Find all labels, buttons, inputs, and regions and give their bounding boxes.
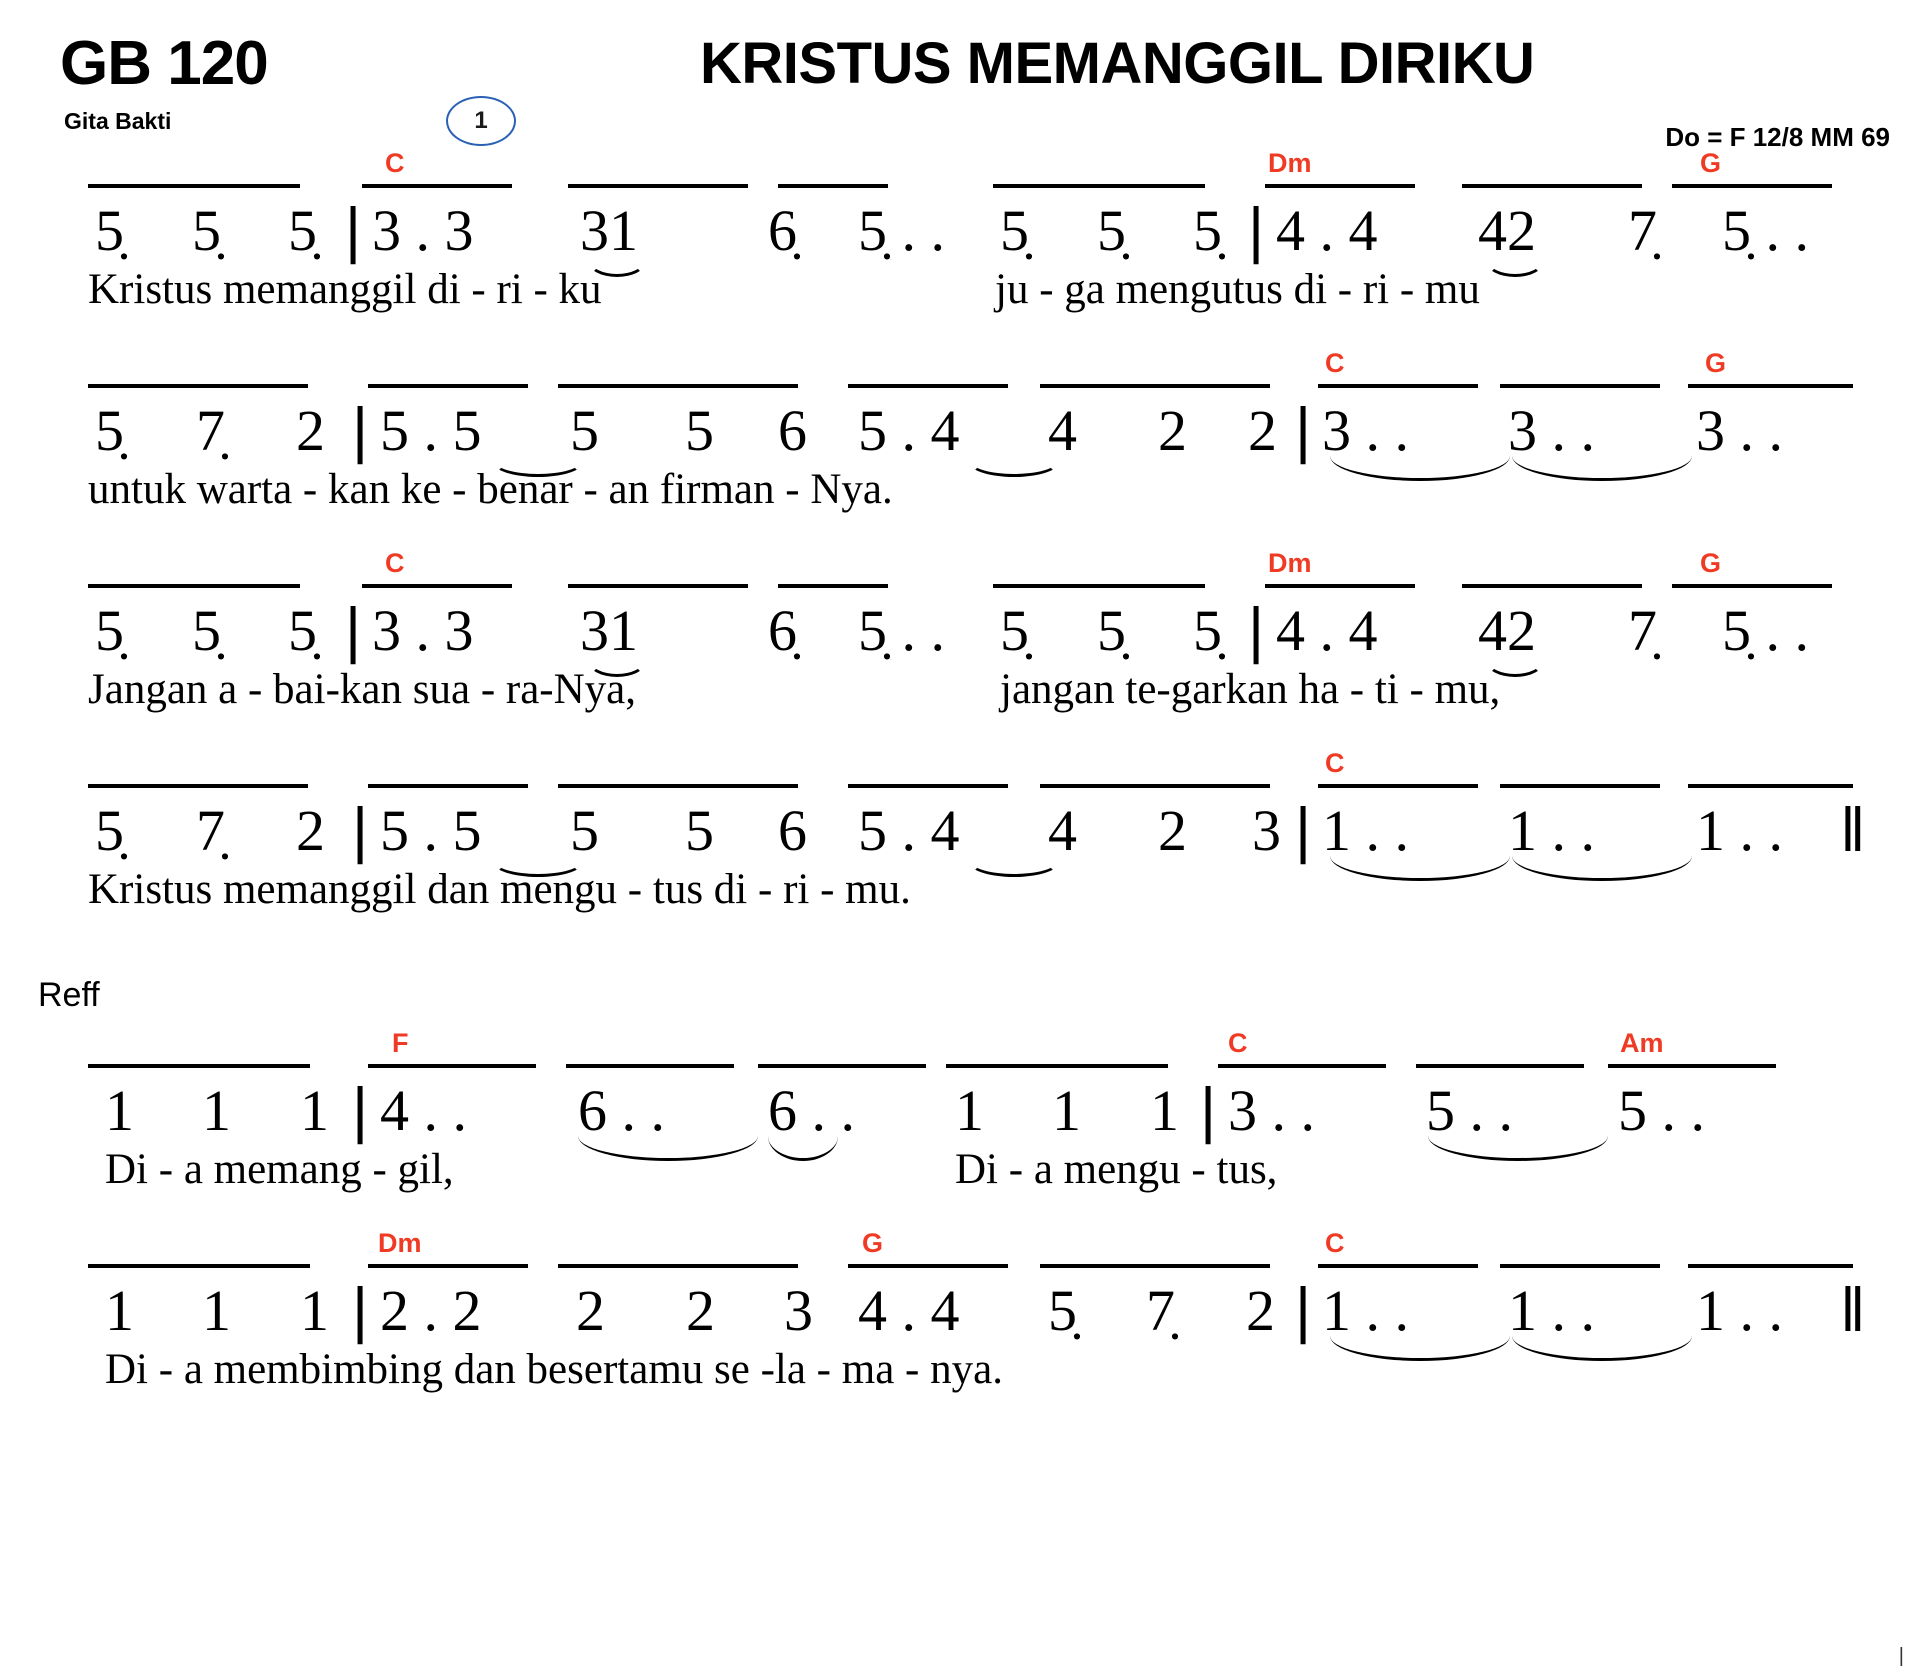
barline: |	[352, 396, 369, 465]
note: 6 . .	[768, 1078, 855, 1143]
note: 5̣ . .	[1722, 198, 1809, 263]
beam	[368, 784, 528, 788]
note: 42	[1478, 198, 1536, 263]
note: 1	[300, 1278, 329, 1343]
notes-row	[0, 148, 1920, 265]
barline: |	[345, 196, 362, 265]
beam	[1218, 1064, 1386, 1068]
beam	[1318, 784, 1478, 788]
barline: |	[1200, 1076, 1217, 1145]
note: 1	[202, 1278, 231, 1343]
note: 3 . .	[1228, 1078, 1315, 1143]
note: 5̣	[95, 198, 124, 263]
lyrics-row	[0, 1340, 1920, 1422]
beam	[1265, 184, 1415, 188]
beam	[88, 1064, 310, 1068]
beam	[88, 784, 308, 788]
beam	[1688, 384, 1853, 388]
note: 6 . .	[578, 1078, 665, 1143]
note: 7̣	[196, 798, 225, 863]
beam	[778, 584, 888, 588]
note: 2	[1248, 398, 1277, 463]
note: 7̣	[1146, 1278, 1175, 1343]
beam	[88, 184, 300, 188]
note: 7̣	[1628, 198, 1657, 263]
lyric-line: jangan te-garkan ha - ti - mu,	[1000, 666, 1501, 713]
note: 5	[685, 798, 714, 863]
note: 5 . 5	[380, 398, 482, 463]
barline: |	[1295, 1276, 1312, 1345]
song-meta: Do = F 12/8 MM 69	[1665, 122, 1890, 152]
barline: |	[352, 1276, 369, 1345]
note: 1 . .	[1322, 798, 1409, 863]
lyric-line: Di - a mengu - tus,	[955, 1146, 1278, 1193]
note: 5 . 5	[380, 798, 482, 863]
beam	[568, 184, 748, 188]
note: 5̣	[192, 598, 221, 663]
chord-symbol: G	[862, 1228, 884, 1258]
note: 5̣	[288, 598, 317, 663]
chord-symbol: Am	[1620, 1028, 1664, 1058]
chord-symbol: C	[385, 548, 405, 578]
chord-symbol: G	[1700, 548, 1722, 578]
lyrics-row	[0, 460, 1920, 542]
note: 5̣	[1000, 198, 1029, 263]
note: 2	[686, 1278, 715, 1343]
beam	[558, 784, 798, 788]
note: 1	[202, 1078, 231, 1143]
lyric-line: untuk warta - kan ke - benar - an firman - Nya.	[88, 466, 893, 513]
note: 4 . .	[380, 1078, 467, 1143]
notes-row	[0, 748, 1920, 865]
note: 4 . 4	[1276, 598, 1378, 663]
note: 1	[955, 1078, 984, 1143]
lyric-line: Kristus memanggil dan mengu - tus di - ri - mu.	[88, 866, 911, 913]
note: 5̣	[1000, 598, 1029, 663]
music-system-5	[0, 1030, 1920, 1230]
song-collection-label: Gita Bakti	[64, 108, 172, 134]
barline: |	[1248, 596, 1265, 665]
beam	[362, 584, 512, 588]
lyric-line: ju - ga mengutus di - ri - mu	[995, 266, 1480, 313]
note: 1 . .	[1696, 798, 1783, 863]
beam	[1500, 1264, 1660, 1268]
note: 5 . .	[1426, 1078, 1513, 1143]
beam	[1672, 184, 1832, 188]
note: 5 . 4	[858, 798, 960, 863]
note: 4	[1048, 798, 1077, 863]
note: 1	[300, 1078, 329, 1143]
beam	[1462, 184, 1642, 188]
beam	[368, 1064, 536, 1068]
barline: |	[352, 1076, 369, 1145]
note: 2 . 2	[380, 1278, 482, 1343]
beam	[1672, 584, 1832, 588]
note: 5̣	[1193, 198, 1222, 263]
music-system-1	[0, 150, 1920, 350]
beam	[88, 584, 300, 588]
note: 31	[580, 598, 638, 663]
music-system-3	[0, 550, 1920, 750]
beam	[88, 384, 308, 388]
note: 5̣	[288, 198, 317, 263]
music-system-6	[0, 1230, 1920, 1430]
beam	[1416, 1064, 1584, 1068]
verse-number-badge: 1	[446, 96, 516, 146]
note: 6̣	[768, 598, 797, 663]
beam	[1688, 1264, 1853, 1268]
chord-symbol: G	[1705, 348, 1727, 378]
page-title: KRISTUS MEMANGGIL DIRIKU	[700, 31, 1535, 96]
notes-row	[0, 1228, 1920, 1345]
note: 1	[105, 1278, 134, 1343]
note: 31	[580, 198, 638, 263]
note: 3 . 3	[372, 598, 474, 663]
chord-symbol: G	[1700, 148, 1722, 178]
note: 5̣	[95, 598, 124, 663]
notes-row	[0, 1028, 1920, 1145]
beam	[993, 184, 1205, 188]
chord-symbol: C	[385, 148, 405, 178]
note: 3 . 3	[372, 198, 474, 263]
note: 1	[1150, 1078, 1179, 1143]
beam	[1040, 1264, 1270, 1268]
barline: |	[345, 596, 362, 665]
lyric-line: Jangan a - bai-kan sua - ra-Nya,	[88, 666, 636, 713]
note: 6	[778, 798, 807, 863]
note: 2	[1158, 398, 1187, 463]
note: 5̣	[1097, 198, 1126, 263]
beam	[778, 184, 888, 188]
notes-row	[0, 548, 1920, 665]
note: 1	[1052, 1078, 1081, 1143]
note: 5̣	[1097, 598, 1126, 663]
beam	[1318, 384, 1478, 388]
lyric-line: Kristus memanggil di - ri - ku	[88, 266, 602, 313]
beam	[362, 184, 512, 188]
beam	[1608, 1064, 1776, 1068]
sheet-header	[0, 0, 1920, 150]
note: 4 . 4	[1276, 198, 1378, 263]
chord-symbol: C	[1228, 1028, 1248, 1058]
note: 2	[296, 398, 325, 463]
beam	[946, 1064, 1168, 1068]
reff-label: Reff	[38, 976, 100, 1014]
note: 5̣ . .	[858, 598, 945, 663]
note: 5	[685, 398, 714, 463]
note: 3 . .	[1508, 398, 1595, 463]
note: 2	[1158, 798, 1187, 863]
beam	[558, 1264, 798, 1268]
barline: |	[1295, 796, 1312, 865]
lyrics-row	[0, 860, 1920, 942]
chord-symbol: Dm	[1268, 148, 1312, 178]
chord-symbol: C	[1325, 748, 1345, 778]
note: 1	[105, 1078, 134, 1143]
lyrics-row	[0, 1140, 1920, 1222]
beam	[1318, 1264, 1478, 1268]
beam	[568, 584, 748, 588]
note: 5̣	[95, 798, 124, 863]
note: 3 . .	[1696, 398, 1783, 463]
note: 5̣ . .	[1722, 598, 1809, 663]
note: 5 . 4	[858, 398, 960, 463]
beam	[848, 1264, 1008, 1268]
note: 7̣	[1628, 598, 1657, 663]
barline: |	[352, 796, 369, 865]
note: 2	[296, 798, 325, 863]
chord-symbol: C	[1325, 348, 1345, 378]
beam	[848, 784, 1008, 788]
beam	[368, 1264, 528, 1268]
beam	[993, 584, 1205, 588]
beam	[558, 384, 798, 388]
note: 1 . .	[1508, 1278, 1595, 1343]
beam	[1688, 784, 1853, 788]
beam	[848, 384, 1008, 388]
note: 5̣ . .	[858, 198, 945, 263]
beam	[566, 1064, 734, 1068]
note: 5	[570, 798, 599, 863]
beam	[88, 1264, 310, 1268]
chord-symbol: Dm	[378, 1228, 422, 1258]
notes-row	[0, 348, 1920, 465]
note: 1 . .	[1508, 798, 1595, 863]
note: 4 . 4	[858, 1278, 960, 1343]
beam	[1265, 584, 1415, 588]
corner-mark: |	[1898, 1645, 1904, 1667]
note: 3	[1252, 798, 1281, 863]
chord-symbol: Dm	[1268, 548, 1312, 578]
final-barline: ‖	[1840, 1276, 1856, 1345]
beam	[1500, 384, 1660, 388]
note: 5̣	[192, 198, 221, 263]
beam	[1462, 584, 1642, 588]
lyrics-row	[0, 660, 1920, 742]
note: 1 . .	[1322, 1278, 1409, 1343]
note: 6	[778, 398, 807, 463]
chord-symbol: C	[1325, 1228, 1345, 1258]
song-code: GB 120	[60, 29, 268, 98]
note: 3 . .	[1322, 398, 1409, 463]
final-barline: ‖	[1840, 796, 1856, 865]
note: 4	[1048, 398, 1077, 463]
beam	[1500, 784, 1660, 788]
note: 42	[1478, 598, 1536, 663]
beam	[1040, 384, 1270, 388]
note: 2	[576, 1278, 605, 1343]
beam	[368, 384, 528, 388]
music-system-4	[0, 750, 1920, 958]
note: 2	[1246, 1278, 1275, 1343]
lyric-line: Di - a memang - gil,	[105, 1146, 454, 1193]
chord-symbol: F	[392, 1028, 409, 1058]
note: 5̣	[1193, 598, 1222, 663]
note: 5	[570, 398, 599, 463]
barline: |	[1248, 196, 1265, 265]
note: 1 . .	[1696, 1278, 1783, 1343]
lyrics-row	[0, 260, 1920, 342]
lyric-line: Di - a membimbing dan besertamu se -la - ma - nya.	[105, 1346, 1003, 1393]
note: 6̣	[768, 198, 797, 263]
note: 5 . .	[1618, 1078, 1705, 1143]
note: 3	[784, 1278, 813, 1343]
barline: |	[1295, 396, 1312, 465]
note: 5̣	[95, 398, 124, 463]
beam	[758, 1064, 926, 1068]
note: 7̣	[196, 398, 225, 463]
music-system-2	[0, 350, 1920, 550]
reff-section-header	[0, 958, 1920, 1030]
note: 5̣	[1048, 1278, 1077, 1343]
beam	[1040, 784, 1270, 788]
